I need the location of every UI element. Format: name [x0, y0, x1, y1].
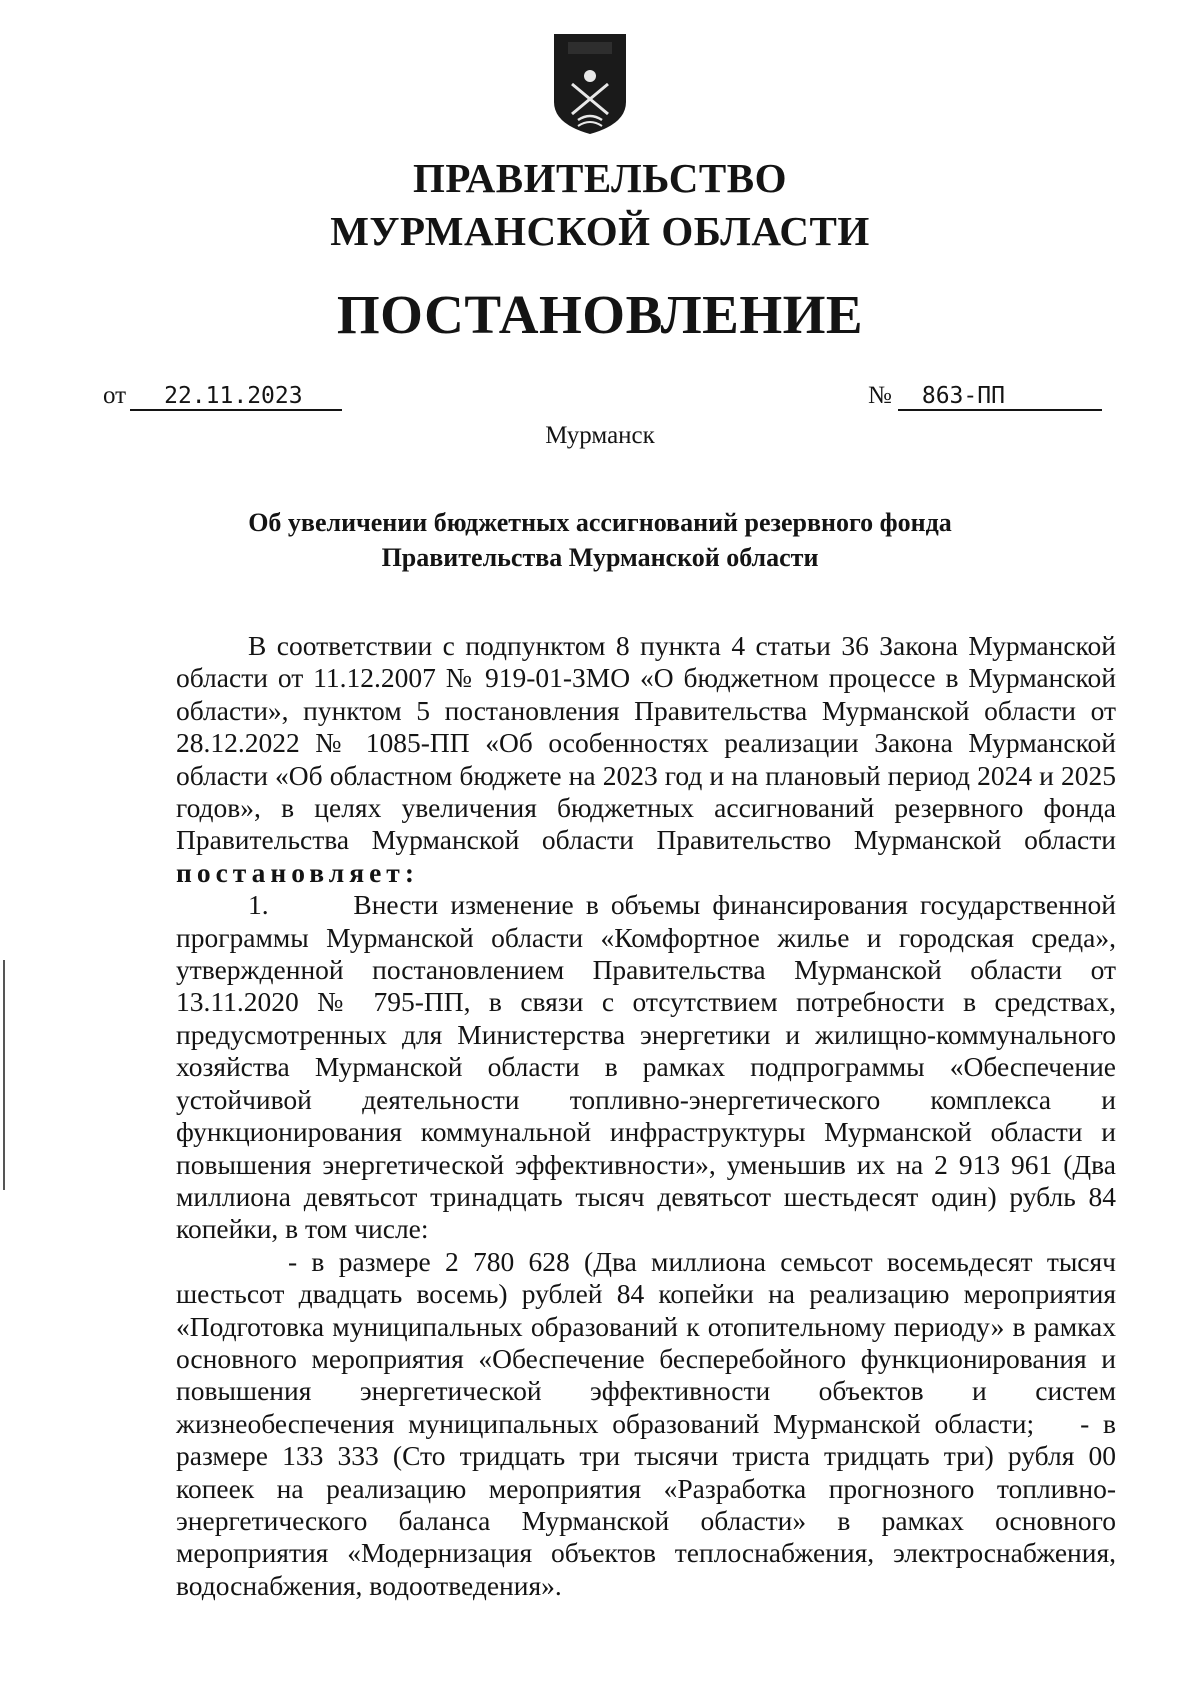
scan-edge-mark [3, 960, 5, 1190]
item-1-text: Внести изменение в объемы финансирования государственной программы Мурманской области «Комфортное жилье и городская среда», утвержденной постановлением Правительства Мурманской области от 13.11.2020 № 795-ПП, в связи с отсутствием потребности в средствах, предусмотренных для Министерства энергетики и жилищно-коммунального хозяйства Мурманской области в рамках подпрограммы «Обеспечение устойчивой деятельности топливно-энергетического комплекса и функционирования коммунальной инфраструктуры Мурманской области и повышения энергетической эффективности», уменьшив их на 2 913 961 (Два миллиона девятьсот тринадцать тысяч девятьсот шестьдесят один) рубль 84 копейки, в том числе: [176, 889, 1116, 1245]
decree-number-field [868, 382, 1102, 411]
city-name: Мурманск [545, 422, 655, 449]
government-title-line1: ПРАВИТЕЛЬСТВО [412, 155, 788, 201]
decree-body [176, 630, 1116, 1602]
document-type-title: ПОСТАНОВЛЕНИЕ [336, 284, 864, 345]
date-prefix: от [103, 382, 127, 409]
bullet-1-text: - в размере 2 780 628 (Два миллиона семьсот восемьдесят тысяч шестьсот двадцать восемь) рублей 84 копейки на реализацию мероприятия «Подготовка муниципальных образований к отопительному периоду» в рамках основного мероприятия «Обеспечение бесперебойного функционирования и повышения энергетической эффективности объектов и систем жизнеобеспечения муниципальных образований Мурманской области; [176, 1245, 1116, 1439]
preamble-paragraph [176, 630, 1116, 889]
decree-number: 863-ПП [898, 383, 1102, 411]
subject-line1: Об увеличении бюджетных ассигнований резервного фонда [248, 508, 952, 537]
number-prefix: № [868, 382, 892, 409]
subject-line2: Правительства Мурманской области [381, 543, 819, 572]
amount-bullets-paragraph [176, 1246, 1116, 1602]
decree-subject [0, 505, 1200, 575]
preamble-text: В соответствии с подпунктом 8 пункта 4 статьи 36 Закона Мурманской области от 11.12.2007 № 919-01-ЗМО «О бюджетном процессе в Мурманской области», пунктом 5 постановления Правительства Мурманской области от 28.12.2022 № 1085-ПП «Об особенностях реализации Закона Мурманской области «Об областном бюджете на 2023 год и на плановый период 2024 и 2025 годов», в целях увеличения бюджетных ассигнований резервного фонда Правительства Мурманской области Правительство Мурманской области [176, 630, 1116, 856]
coat-of-arms-icon [548, 28, 632, 138]
government-title-line2: МУРМАНСКОЙ ОБЛАСТИ [330, 208, 870, 254]
item-1-paragraph [176, 889, 1116, 1245]
item-1-number: 1. [248, 889, 269, 921]
government-title [0, 152, 1200, 258]
decree-date-field [103, 382, 342, 411]
bullet-2-text: - в размере 133 333 (Сто тридцать три тысячи триста тридцать три) рубля 00 копеек на реализацию мероприятия «Разработка прогнозного топливно-энергетического баланса Мурманской области» в рамках основного мероприятия «Модернизация объектов теплоснабжения, электроснабжения, водоснабжения, водоотведения». [176, 1407, 1116, 1601]
decree-date: 22.11.2023 [130, 383, 342, 411]
decides-word: постановляет: [176, 856, 419, 888]
